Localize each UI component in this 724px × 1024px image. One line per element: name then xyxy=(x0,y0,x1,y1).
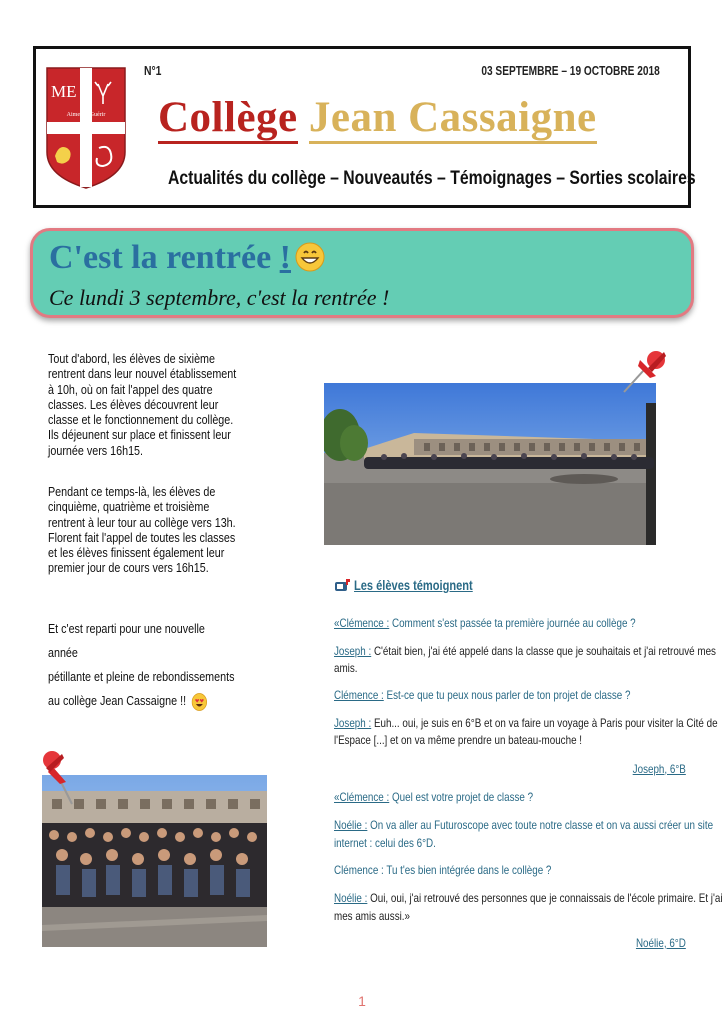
dialogue-text: Euh... oui, je suis en 6°B et on va faire un voyage à Paris pour visiter la Cité de xyxy=(371,716,718,730)
article-title xyxy=(49,239,325,277)
dialogue-line xyxy=(334,688,630,702)
dialogue-line xyxy=(334,891,723,905)
article-title-text: C'est la rentrée xyxy=(49,239,280,276)
text-line: rentrent à leur tour au collège vers 13h. xyxy=(48,515,236,530)
dialogue-text: internet : celui des 6°D. xyxy=(334,836,436,850)
schoolyard-panorama-photo xyxy=(324,383,656,545)
dialogue-line-cont: mes amis aussi.» xyxy=(334,909,411,923)
title-part-college: Collège xyxy=(158,94,298,144)
article-title-excl: ! xyxy=(279,239,291,276)
dialogue-text: Oui, oui, j'ai retrouvé des personnes que je connaissais de l'école primaire. Et j'ai xyxy=(367,891,723,905)
dialogue-text: On va aller au Futuroscope avec toute notre classe et on va aussi créer un site xyxy=(367,818,714,832)
text-line-with-emoji xyxy=(48,689,237,713)
page-number: 1 xyxy=(358,993,366,1009)
text-line: à 10h, où on fait l'appel des quatre xyxy=(48,382,213,397)
text-line: classes. Les élèves découvrent leur xyxy=(48,397,219,412)
speaker-name: «Clémence : xyxy=(334,616,390,630)
dialogue-line xyxy=(334,616,636,630)
dialogue-line-cont: amis. xyxy=(334,661,358,675)
dialogue-line-cont xyxy=(334,836,436,850)
title-part-name: Jean Cassaigne xyxy=(309,94,597,144)
text-line: journée vers 16h15. xyxy=(48,443,144,458)
newsletter-subtitle: Actualités du collège – Nouveautés – Témoignages – Sorties scolaires xyxy=(168,168,696,189)
dialogue-line xyxy=(334,863,551,877)
dialogue-text: Clémence : Tu t'es bien intégrée dans le collège ? xyxy=(334,863,552,877)
dialogue-text: Est-ce que tu peux nous parler de ton projet de classe ? xyxy=(383,688,631,702)
push-pin-icon xyxy=(38,748,84,808)
speaker-name: Joseph : xyxy=(334,716,372,730)
text-line: pétillante et pleine de rebondissements xyxy=(48,670,235,684)
crest-initials: ME xyxy=(51,82,77,101)
crest-motto: Aimer & Guérir xyxy=(66,112,106,118)
paragraph-other-grades xyxy=(48,485,268,577)
article-subtitle: Ce lundi 3 septembre, c'est la rentrée ! xyxy=(49,285,390,310)
masthead xyxy=(33,46,696,208)
signature-noelie: Noélie, 6°D xyxy=(636,936,686,950)
dialogue-text: Comment s'est passée ta première journée au collège ? xyxy=(389,616,636,630)
push-pin-icon xyxy=(618,346,670,396)
text-line: premier jour de cours vers 16h15. xyxy=(48,561,209,576)
paragraph-closing xyxy=(48,617,268,713)
heart-eyes-icon xyxy=(191,693,206,711)
school-crest-logo xyxy=(43,64,129,191)
paragraph-sixth-grade xyxy=(48,352,268,459)
dialogue-text: Quel est votre projet de classe ? xyxy=(389,790,534,804)
testimonies-heading xyxy=(334,578,499,593)
text-line: Tout d'abord, les élèves de sixième xyxy=(48,352,215,366)
dialogue-text: C'était bien, j'ai été appelé dans la classe que je souhaitais et j'ai retrouvé mes xyxy=(371,644,716,658)
signature-joseph: Joseph, 6°B xyxy=(632,762,686,776)
issue-dates: 03 SEPTEMBRE – 19 OCTOBRE 2018 xyxy=(481,63,660,78)
dialogue-line-cont: l'Espace [...] et on va même prendre un bateau-mouche ! xyxy=(334,733,583,747)
dialogue-line xyxy=(334,818,713,832)
speaker-name: Noélie : xyxy=(334,818,368,832)
dialogue-line xyxy=(334,644,716,658)
text-line: rentrent dans leur nouvel établissement xyxy=(48,367,237,382)
dialogue-line xyxy=(334,790,533,804)
grinning-face-icon xyxy=(295,242,325,272)
text-line: cinquième, quatrième et troisième xyxy=(48,500,210,515)
text-line: Ils déjeunent sur place et finissent leur xyxy=(48,428,231,443)
text-line: Pendant ce temps-là, les élèves de xyxy=(48,485,216,499)
speaker-name: «Clémence : xyxy=(334,790,390,804)
speaker-name: Joseph : xyxy=(334,644,372,658)
issue-number: N°1 xyxy=(144,63,162,78)
speaker-name: Noélie : xyxy=(334,891,368,905)
text-line: classe et le fonctionnement du collège. xyxy=(48,413,234,428)
speaker-name: Clémence : xyxy=(334,688,384,702)
article-banner xyxy=(30,228,694,318)
testimonies-heading-text: Les élèves témoignent xyxy=(354,578,473,593)
text-line: et les élèves finissent également leur xyxy=(48,546,225,561)
text-line: Florent fait l'appel de toutes les classes xyxy=(48,530,236,545)
text-line: au collège Jean Cassaigne !! xyxy=(48,694,187,708)
newsletter-title xyxy=(158,93,597,142)
text-line: Et c'est reparti pour une nouvelle année xyxy=(48,622,205,660)
dialogue-line xyxy=(334,716,718,730)
mailbox-icon xyxy=(334,578,350,592)
